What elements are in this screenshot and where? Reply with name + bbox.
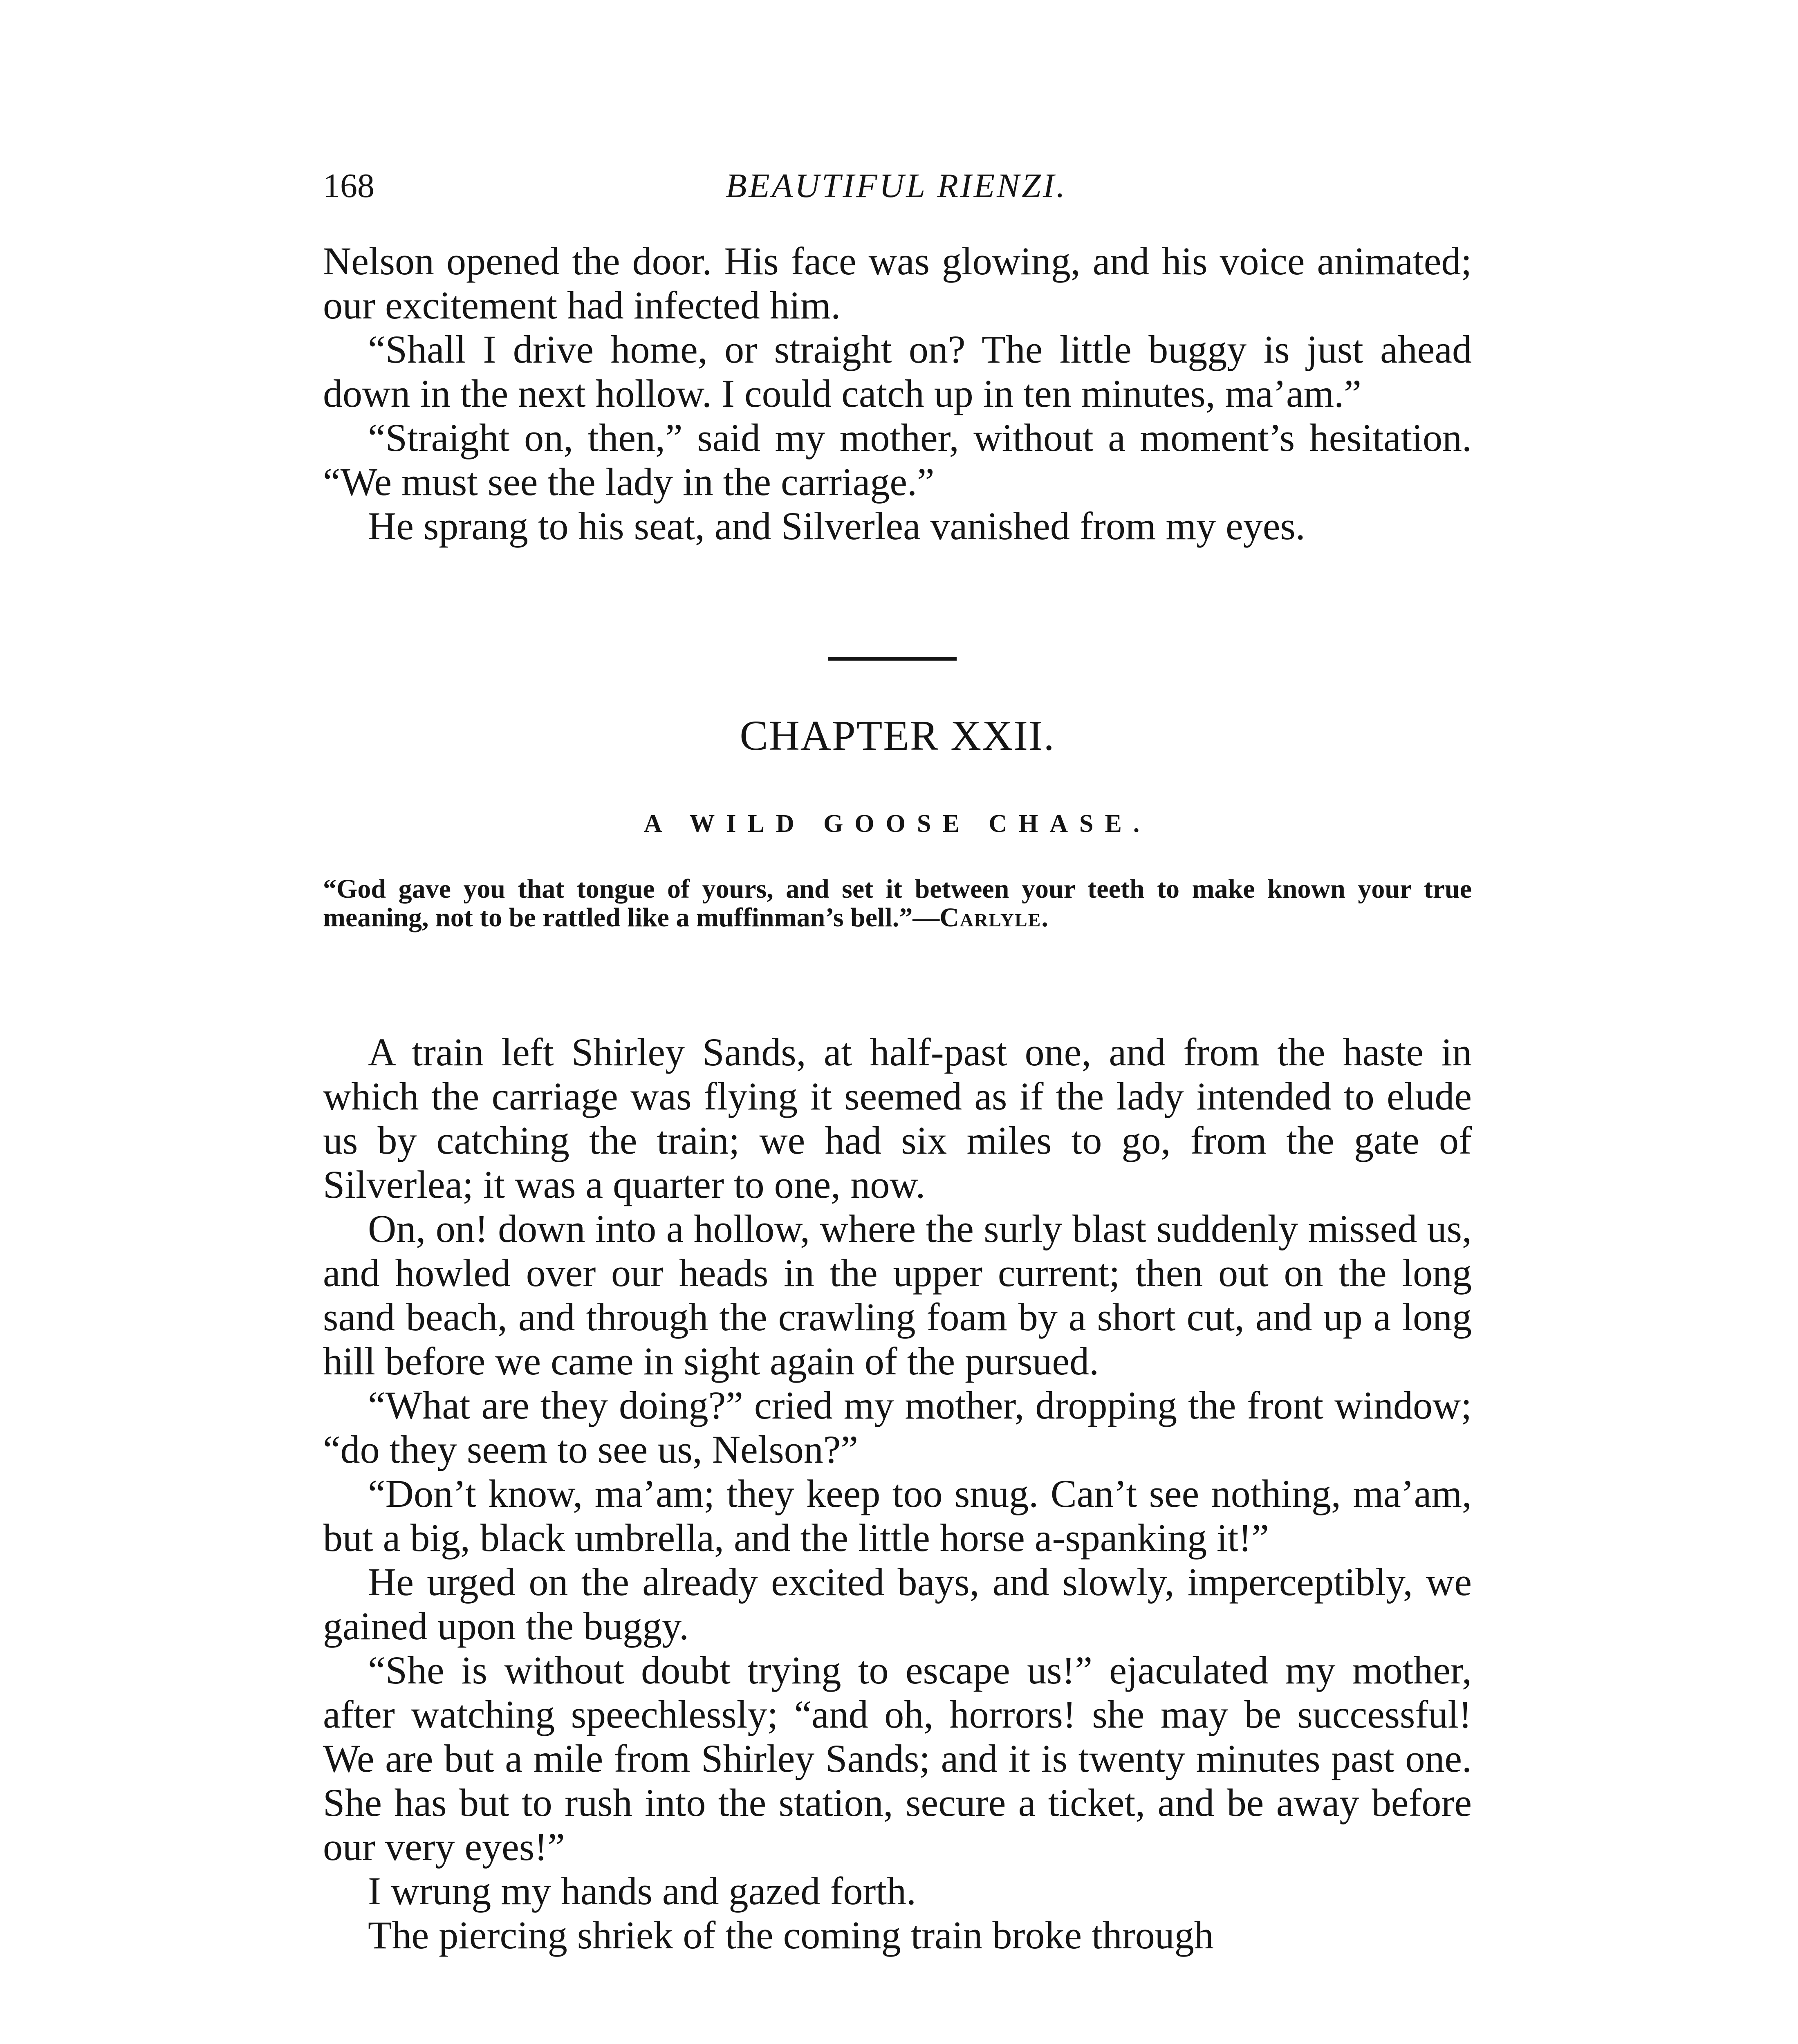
epigraph-text: “God gave you that tongue of yours, and set it between your teeth to make known your true meaning, not to be rattled like a muffinman’s bell.”— bbox=[323, 874, 1472, 932]
paragraph: A train left Shirley Sands, at half-past one, and from the haste in which the carriage was flying it seemed as if the lady intended to elude us by catching the train; we had six miles to go, from the gate of Silverlea; it was a quarter to one, now. bbox=[323, 1030, 1472, 1206]
paragraph: “What are they doing?” cried my mother, dropping the front window; “do they seem to see us, Nelson?” bbox=[323, 1383, 1472, 1471]
section-divider bbox=[828, 657, 957, 661]
paragraph: He urged on the already excited bays, and slowly, imperceptibly, we gained upon the buggy. bbox=[323, 1560, 1472, 1648]
epigraph bbox=[323, 875, 1472, 932]
paragraph: Nelson opened the door. His face was glowing, and his voice animated; our excitement had infected him. bbox=[323, 239, 1472, 327]
chapter-subtitle: A WILD GOOSE CHASE. bbox=[643, 810, 1151, 838]
chapter-heading: CHAPTER XXII. bbox=[740, 712, 1055, 759]
epigraph-attribution: Carlyle. bbox=[939, 903, 1049, 932]
paragraph: He sprang to his seat, and Silverlea vanished from my eyes. bbox=[368, 504, 1305, 548]
paragraph: “Don’t know, ma’am; they keep too snug. Can’t see nothing, ma’am, but a big, black umbrella, and the little horse a-spanking it!” bbox=[323, 1472, 1472, 1560]
paragraph: The piercing shriek of the coming train broke through bbox=[368, 1913, 1214, 1957]
top-text-block bbox=[323, 239, 1472, 548]
body-text-block bbox=[323, 1030, 1472, 1957]
paragraph: I wrung my hands and gazed forth. bbox=[368, 1869, 916, 1913]
paragraph: “She is without doubt trying to escape us!” ejaculated my mother, after watching speechlessly; “and oh, horrors! she may be successful! We are but a mile from Shirley Sands; and it is twenty minutes past one. She has but to rush into the station, secure a ticket, and be away before our very eyes!” bbox=[323, 1648, 1472, 1869]
paragraph: On, on! down into a hollow, where the surly blast suddenly missed us, and howled over our heads in the upper current; then out on the long sand beach, and through the crawling foam by a short cut, and up a long hill before we came in sight again of the pursued. bbox=[323, 1207, 1472, 1383]
page-number: 168 bbox=[323, 167, 374, 205]
running-head bbox=[323, 164, 1470, 208]
running-title: BEAUTIFUL RIENZI. bbox=[726, 167, 1067, 205]
paragraph: “Shall I drive home, or straight on? The little buggy is just ahead down in the next hollow. I could catch up in ten minutes, ma’am.” bbox=[323, 327, 1472, 415]
paragraph: “Straight on, then,” said my mother, without a moment’s hesitation. “We must see the lady in the carriage.” bbox=[323, 416, 1472, 504]
